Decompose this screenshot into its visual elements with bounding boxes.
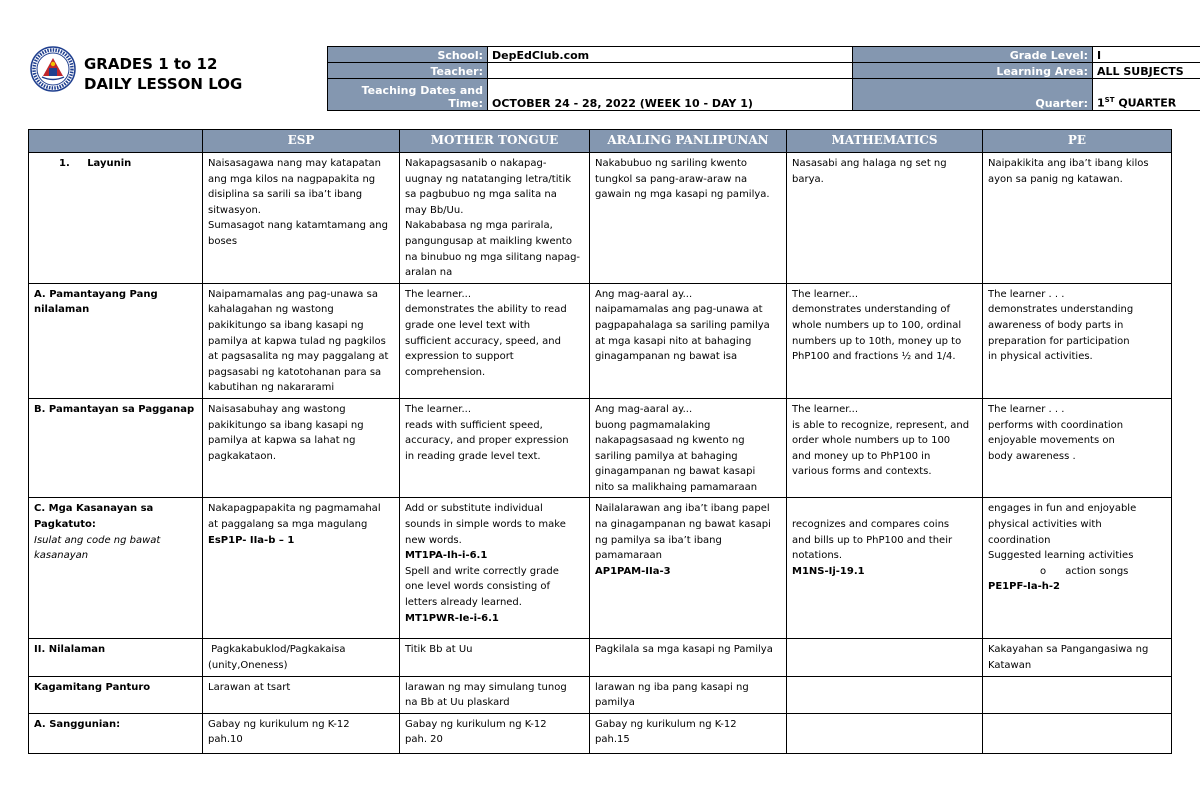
cell-text-line: grade one level text with [405, 319, 531, 331]
cell-layunin-math [787, 153, 983, 284]
cell-text-line: in reading grade level text. [405, 450, 541, 462]
cell-text-line: Nasasabi ang halaga ng set ng [792, 158, 947, 169]
row-label-nilalaman: II. Nilalaman [29, 639, 203, 676]
quarter-label: Quarter: [853, 79, 1093, 111]
cell-layunin-esp [203, 153, 400, 284]
cell-pp-esp [203, 398, 400, 498]
cell-text-line: order whole numbers up to 100 [792, 435, 951, 447]
cell-text-line: A. Pamantayang Pang [34, 288, 158, 300]
cell-text-line: Pagkilala sa mga kasapi ng Pamilya [595, 644, 773, 656]
cell-text-line: pagpapahalaga sa sariling pamilya [595, 319, 770, 331]
row-label-kagamitan: Kagamitang Panturo [29, 676, 203, 713]
cell-text-line: nito sa malikhaing pamamaraan [595, 481, 758, 493]
cell-text-line: demonstrates understanding [988, 304, 1134, 316]
header-info-table [327, 46, 1200, 111]
cell-text-line: pah. 20 [405, 734, 443, 746]
learning-area-label: Learning Area: [853, 63, 1093, 79]
kasanayan-instruction [34, 533, 197, 564]
cell-text-line: body awareness . [988, 450, 1076, 462]
subject-header-row [29, 130, 1172, 153]
cell-text-line: B. Pamantayan sa Pagganap [34, 403, 195, 415]
cell-text-line: Gabay ng kurikulum ng K-12 [595, 718, 737, 730]
cell-text-line: nilalaman [34, 304, 90, 316]
lesson-log-table [28, 129, 1172, 754]
cell-text-line: uugnay ng natatanging letra/titik [405, 173, 571, 185]
cell-text-line: pah.10 [208, 734, 243, 746]
cell-pn-pe [983, 283, 1172, 398]
cell-text-line: Ang mag-aaral ay... [595, 403, 693, 415]
kasanayan-mt-code-2: MT1PWR-Ie-i-6.1 [405, 612, 499, 624]
cell-kasanayan-mt [400, 498, 590, 639]
cell-text-line: Nakababasa ng mga parirala, [405, 220, 553, 232]
cell-kagamitan-pe [983, 676, 1172, 713]
learning-area-value: ALL SUBJECTS [1093, 63, 1200, 79]
row-kasanayan [29, 498, 1172, 639]
cell-pp-ap [590, 398, 787, 498]
row-kagamitan [29, 676, 1172, 713]
cell-pp-pe [983, 398, 1172, 498]
cell-text-line: na ginagampanan ng bawat kasapi [595, 519, 771, 531]
cell-pn-mt [400, 283, 590, 398]
cell-text-line: Naipamamalas ang pag-unawa sa [208, 288, 378, 300]
kasanayan-math-code: M1NS-Ij-19.1 [792, 565, 865, 577]
cell-text-line: The learner... [405, 403, 471, 415]
cell-text-line: Titik Bb at Uu [405, 644, 473, 656]
cell-text-line: performs with coordination [988, 419, 1124, 431]
cell-text-line: naipamamalas ang pag-unawa at [595, 304, 763, 316]
quarter-value [1093, 79, 1200, 111]
cell-text-line: ginagampanan ng bawat isa [595, 351, 738, 363]
col-header-mother-tongue: MOTHER TONGUE [400, 130, 590, 153]
col-header-pe: PE [983, 130, 1172, 153]
cell-text-line: na binubuo ng mga silitang napag- [405, 251, 581, 263]
teaching-dates-label [328, 79, 488, 111]
cell-text-line: tungkol sa pang-araw-araw na [595, 173, 748, 185]
cell-kagamitan-math [787, 676, 983, 713]
row-label-kasanayan [29, 498, 203, 639]
kasanayan-esp-code: EsP1P- IIa-b – 1 [208, 534, 295, 546]
cell-text-line: demonstrates the ability to read [405, 304, 567, 316]
row-pamantayan-pagganap [29, 398, 1172, 498]
cell-text-line: notations. [792, 550, 843, 562]
cell-text-line: and bills up to PhP100 and their [792, 534, 953, 546]
cell-text-line: nakapagsasaad ng kwento ng [595, 435, 745, 447]
cell-kasanayan-math [787, 498, 983, 639]
cell-nilalaman-ap [590, 639, 787, 676]
cell-text-line: ayon sa panig ng katawan. [988, 173, 1123, 185]
cell-text-line: Nakapagpapakita ng pagmamahal [208, 503, 381, 515]
deped-seal-logo [30, 46, 76, 92]
cell-text-line: Sumasagot nang katamtamang ang [208, 220, 388, 232]
cell-text-line: coordination [988, 534, 1051, 546]
cell-text-line: Nailalarawan ang iba’t ibang papel [595, 503, 770, 515]
kasanayan-mt-code-1: MT1PA-Ih-i-6.1 [405, 550, 488, 562]
row-layunin [29, 153, 1172, 284]
grade-level-label: Grade Level: [853, 47, 1093, 63]
cell-text-line: pakikitungo sa ibang kasapi ng [208, 319, 364, 331]
cell-text-line: pagkakataon. [208, 450, 276, 462]
cell-text-line: comprehension. [405, 366, 486, 378]
cell-layunin-mt [400, 153, 590, 284]
kasanayan-pe-bullet: o action songs [1040, 565, 1129, 577]
cell-text-line: ng pamilya sa iba’t ibang [595, 534, 722, 546]
cell-text-line: PhP100 and fractions ½ and 1/4. [792, 351, 956, 363]
layunin-number: 1. [59, 158, 70, 169]
cell-text-line: various forms and contexts. [792, 466, 932, 478]
cell-text-line: The learner... [405, 288, 471, 300]
cell-text-line: The learner... [792, 403, 858, 415]
cell-pn-math [787, 283, 983, 398]
cell-text-line: pamilya at kapwa sa lahat ng [208, 435, 356, 447]
cell-nilalaman-mt [400, 639, 590, 676]
title-line-2: DAILY LESSON LOG [84, 75, 243, 93]
school-value: DepEdClub.com [488, 47, 853, 63]
cell-text-line: sufficient accuracy, speed, and [405, 335, 561, 347]
cell-text-line: pagsasabi ng katotohanan para sa [208, 366, 382, 378]
cell-text-line: at paggalang sa mga magulang [208, 519, 368, 531]
cell-kagamitan-ap [590, 676, 787, 713]
cell-text-line: The learner . . . [988, 288, 1065, 300]
cell-text-line: Larawan at tsart [208, 681, 291, 693]
cell-text-line: C. Mga Kasanayan sa [34, 503, 154, 515]
title-line-1: GRADES 1 to 12 [84, 55, 218, 73]
cell-text-line: expression to support [405, 351, 514, 363]
cell-text-line: Gabay ng kurikulum ng K-12 [405, 718, 547, 730]
cell-text-line: physical activities with [988, 519, 1102, 531]
row-pamantayang-nilalaman [29, 283, 1172, 398]
kasanayan-pe-code: PE1PF-Ia-h-2 [988, 581, 1060, 593]
cell-text-line: ginagampanan ng bawat kasapi [595, 466, 756, 478]
cell-nilalaman-esp [203, 639, 400, 676]
cell-nilalaman-math [787, 639, 983, 676]
cell-text-line: larawan ng iba pang kasapi ng [595, 681, 749, 693]
kasanayan-mt-text-2 [405, 564, 584, 611]
cell-text-line: reads with sufficient speed, [405, 419, 543, 431]
cell-text-line: ang mga kilos na nagpapakita ng [208, 173, 376, 185]
cell-text-line: Nakapagsasanib o nakapag- [405, 158, 547, 169]
kasanayan-math-text [792, 517, 977, 564]
cell-text-line: recognizes and compares coins [792, 519, 950, 531]
cell-text-line: numbers up to 10th, money up to [792, 335, 962, 347]
cell-sanggunian-pe [983, 713, 1172, 753]
header-blank-cell [29, 130, 203, 153]
cell-text-line: aralan na [405, 267, 453, 279]
cell-text-line: Pagkakabuklod/Pagkakaisa [208, 644, 346, 656]
cell-text-line: buong pagmamalaking [595, 419, 711, 431]
cell-text-line: sounds in simple words to make [405, 519, 566, 531]
cell-text-line: whole numbers up to 100, ordinal [792, 319, 962, 331]
cell-text-line: Pagkatuto: [34, 519, 96, 531]
cell-kasanayan-esp [203, 498, 400, 639]
cell-text-line: Naisasagawa nang may katapatan [208, 158, 381, 169]
cell-text-line: Naipakikita ang iba’t ibang kilos [988, 158, 1149, 169]
cell-text-line: sariling pamilya at bahaging [595, 450, 738, 462]
cell-text-line: kabutihan ng nakararami [208, 382, 335, 394]
cell-pn-esp [203, 283, 400, 398]
cell-text-line: awareness of body parts in [988, 319, 1124, 331]
cell-text-line: Kakayahan sa Pangangasiwa ng [988, 644, 1149, 656]
cell-text-line: at pagsasalita ng may paggalang at [208, 351, 389, 363]
cell-text-line: pah.15 [595, 734, 630, 746]
cell-text-line: The learner... [792, 288, 858, 300]
cell-text-line: pakikitungo sa ibang kasapi ng [208, 419, 364, 431]
teaching-dates-label-1: Teaching Dates and [361, 84, 483, 97]
cell-text-line: at mga kasapi nito at bahaging [595, 335, 752, 347]
kasanayan-mt-text-1 [405, 501, 584, 548]
cell-text-line: pangungusap at maikling kwento [405, 235, 572, 247]
school-label: School: [328, 47, 488, 63]
cell-text-line: Nakabubuo ng sariling kwento [595, 158, 748, 169]
cell-layunin-ap [590, 153, 787, 284]
cell-text-line: Ang mag-aaral ay... [595, 288, 693, 300]
row-label-layunin [29, 153, 203, 284]
cell-nilalaman-pe [983, 639, 1172, 676]
teacher-value [488, 63, 853, 79]
row-label-sanggunian: A. Sanggunian: [29, 713, 203, 753]
cell-text-line: gawain ng mga kasapi ng pamilya. [595, 189, 770, 201]
cell-text-line: (unity,Oneness) [208, 660, 288, 672]
cell-text-line: may Bb/Uu. [405, 204, 464, 216]
cell-text-line: Katawan [988, 660, 1032, 672]
teaching-dates-value: OCTOBER 24 - 28, 2022 (WEEK 10 - DAY 1) [488, 79, 853, 111]
cell-kasanayan-ap [590, 498, 787, 639]
cell-text-line: preparation for participation [988, 335, 1130, 347]
kasanayan-pe-text [988, 501, 1166, 563]
cell-layunin-pe [983, 153, 1172, 284]
cell-text-line: disiplina sa sarili sa iba’t ibang [208, 189, 363, 201]
cell-text-line: sa pagbubuo ng mga salita na [405, 189, 557, 201]
cell-text-line: and money up to PhP100 in [792, 450, 931, 462]
cell-sanggunian-math [787, 713, 983, 753]
cell-text-line: The learner . . . [988, 403, 1065, 415]
cell-text-line: in physical activities. [988, 351, 1093, 363]
row-nilalaman [29, 639, 1172, 676]
cell-text-line: boses [208, 235, 238, 247]
cell-kagamitan-esp [203, 676, 400, 713]
col-header-araling-panlipunan: ARALING PANLIPUNAN [590, 130, 787, 153]
cell-text-line: Gabay ng kurikulum ng K-12 [208, 718, 350, 730]
cell-text-line: letters already learned. [405, 597, 522, 609]
cell-text-line: kahalagahan ng wastong [208, 304, 334, 316]
cell-text-line: Add or substitute individual [405, 503, 543, 515]
cell-text-line: na Bb at Uu plaskard [405, 697, 510, 709]
cell-text-line: engages in fun and enjoyable [988, 503, 1137, 515]
row-sanggunian [29, 713, 1172, 753]
cell-pp-math [787, 398, 983, 498]
cell-sanggunian-mt [400, 713, 590, 753]
quarter-number: 1 [1097, 97, 1105, 110]
cell-text-line: larawan ng may simulang tunog [405, 681, 567, 693]
cell-text-line: one level words consisting of [405, 581, 551, 593]
quarter-text: QUARTER [1114, 97, 1177, 110]
cell-text-line: is able to recognize, represent, and [792, 419, 970, 431]
cell-text-line: sitwasyon. [208, 204, 261, 216]
cell-text-line: barya. [792, 173, 824, 185]
cell-text-line: Spell and write correctly grade [405, 565, 559, 577]
kasanayan-ap-code: AP1PAM-IIa-3 [595, 565, 671, 577]
cell-text-line: Naisasabuhay ang wastong [208, 403, 346, 415]
cell-kagamitan-mt [400, 676, 590, 713]
kasanayan-ap-text [595, 501, 781, 563]
cell-text-line: kasanayan [34, 550, 89, 562]
cell-pn-ap [590, 283, 787, 398]
cell-text-line: new words. [405, 534, 462, 546]
teaching-dates-label-2: Time: [448, 97, 483, 110]
col-header-esp: ESP [203, 130, 400, 153]
kasanayan-esp-text [208, 501, 394, 532]
cell-text-line: enjoyable movements on [988, 435, 1115, 447]
row-label-pamantayan-pagganap [29, 398, 203, 498]
col-header-mathematics: MATHEMATICS [787, 130, 983, 153]
teacher-label: Teacher: [328, 63, 488, 79]
document-title [84, 54, 242, 94]
cell-pp-mt [400, 398, 590, 498]
cell-text-line: pamilya [595, 697, 635, 709]
cell-kasanayan-pe [983, 498, 1172, 639]
kasanayan-label [34, 501, 197, 532]
cell-text-line: Isulat ang code ng bawat [34, 534, 161, 546]
layunin-label: Layunin [87, 158, 132, 169]
cell-sanggunian-ap [590, 713, 787, 753]
cell-text-line: pamamaraan [595, 550, 662, 562]
cell-sanggunian-esp [203, 713, 400, 753]
cell-text-line: pamilya at kapwa tulad ng pagkilos [208, 335, 386, 347]
quarter-superscript: ST [1104, 96, 1115, 105]
grade-level-value: I [1093, 47, 1200, 63]
cell-text-line: accuracy, and proper expression [405, 435, 569, 447]
cell-text-line: demonstrates understanding of [792, 304, 951, 316]
row-label-pamantayang-nilalaman [29, 283, 203, 398]
cell-text-line: Suggested learning activities [988, 550, 1134, 562]
